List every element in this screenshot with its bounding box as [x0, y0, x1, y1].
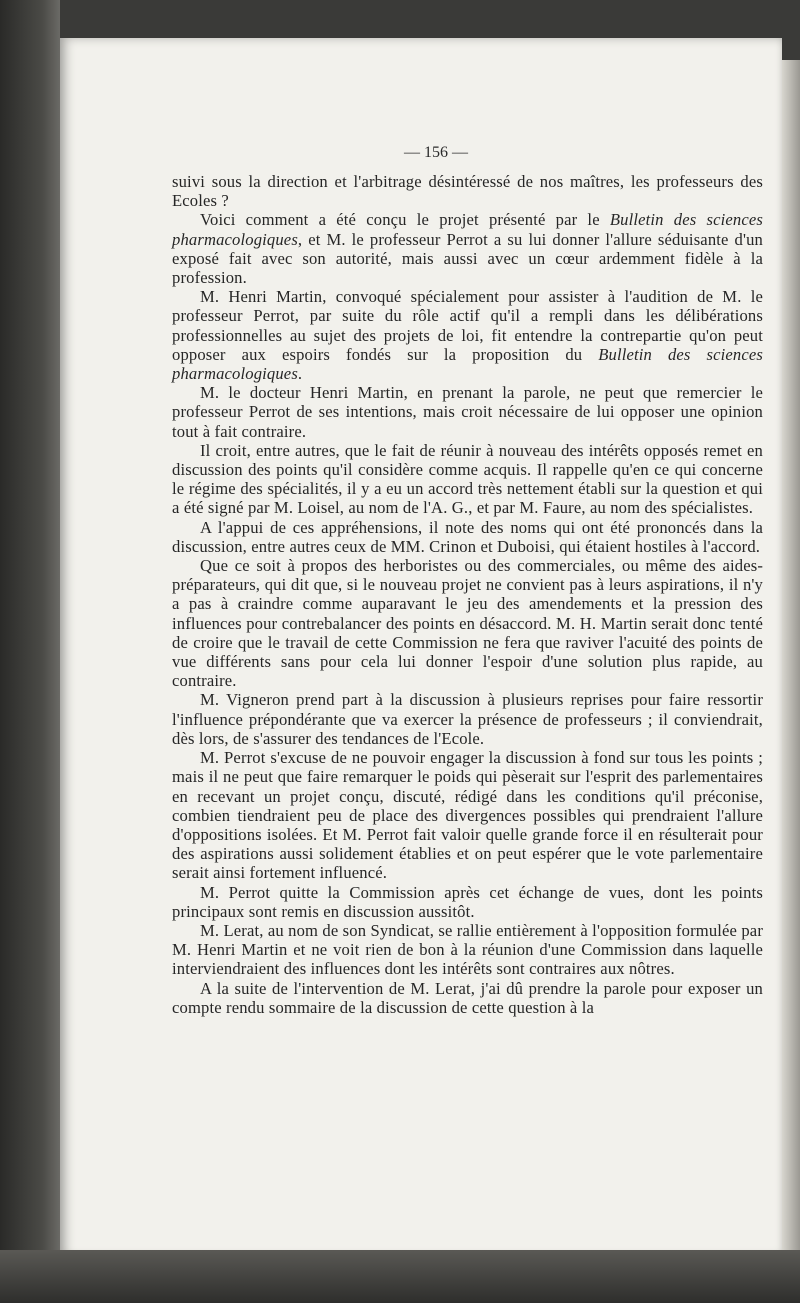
- italic-title: Bulletin des sciences pharmacologiques: [172, 210, 763, 249]
- scan-background-left: [0, 0, 60, 1303]
- paragraph: A la suite de l'intervention de M. Lerat, j'ai dû prendre la parole pour exposer un compte rendu sommaire de la discussion de cette question à la: [172, 978, 763, 1017]
- paragraph: M. Vigneron prend part à la discussion à plusieurs reprises pour faire ressortir l'influence prépondérante que va exercer la présence de professeurs ; il conviendrait, dès lors, de s'assurer des tendances de l'Ecole.: [172, 690, 763, 748]
- paragraph: M. Perrot s'excuse de ne pouvoir engager la discussion à fond sur tous les points ; mais il ne peut que faire remarquer le poids qui pèserait sur l'esprit des parlementaires en recevant un projet conçu, discuté, rédigé dans les conditions qu'il préconise, combien tiendraient peu de place des divergences possibles qui prendraient l'allure d'oppositions isolées. Et M. Perrot fait valoir quelle grande force il en résulterait pour des aspirations aussi solidement établies et on peut espérer que le vote parlementaire serait ainsi fortement influencé.: [172, 748, 763, 883]
- paragraph: M. Perrot quitte la Commission après cet échange de vues, dont les points principaux sont remis en discussion aussitôt.: [172, 882, 763, 921]
- paragraph: Voici comment a été conçu le projet présenté par le Bulletin des sciences pharmacologiques, et M. le professeur Perrot a su lui donner l'allure séduisante d'un exposé fait avec son autorité, mais aussi avec un cœur ardemment fidèle à la profession.: [172, 210, 763, 288]
- italic-title: Bulletin des sciences pharmacologiques: [172, 344, 763, 384]
- paragraph: A l'appui de ces appréhensions, il note des noms qui ont été prononcés dans la discussion, entre autres ceux de MM. Crinon et Duboisi, qui étaient hostiles à l'accord.: [172, 517, 763, 556]
- paragraph: M. le docteur Henri Martin, en prenant la parole, ne peut que remercier le professeur Perrot de ses intentions, mais croit nécessaire de lui opposer une opinion tout à fait contraire.: [172, 383, 763, 441]
- page-number: — 156 —: [404, 144, 468, 161]
- paragraph: suivi sous la direction et l'arbitrage désintéressé de nos maîtres, les professeurs des Ecoles ?: [172, 172, 763, 211]
- scan-background-bottom: [0, 1250, 800, 1303]
- paragraph: Que ce soit à propos des herboristes ou des commerciales, ou même des aides-préparateurs, qui dit que, si le nouveau projet ne convient pas à leurs aspirations, il n'y a pas à craindre comme auparavant le jeu des amendements et la pression des influences pour contrebalancer des points en désaccord. M. H. Martin serait donc tenté de croire que le travail de cette Commission ne fera que raviver l'acuité des points de vue différents sans pour cela lui donner l'espoir d'une solution plus rapide, au contraire.: [172, 556, 763, 691]
- body-text: [172, 172, 763, 1017]
- page-edge: [782, 60, 800, 1250]
- paragraph: M. Lerat, au nom de son Syndicat, se rallie entièrement à l'opposition formulée par M. Henri Martin et ne voit rien de bon à la réunion d'une Commission dans laquelle interviendraient des influences dont les intérêts sont contraires aux nôtres.: [172, 920, 763, 979]
- paragraph: Il croit, entre autres, que le fait de réunir à nouveau des intérêts opposés remet en discussion des points qu'il considère comme acquis. Il rappelle qu'en ce qui concerne le régime des spécialités, il y a eu un accord très nettement établi sur la question et qui a été signé par M. Loisel, au nom de l'A. G., et par M. Faure, au nom des spécialistes.: [172, 440, 763, 518]
- paragraph: M. Henri Martin, convoqué spécialement pour assister à l'audition de M. le professeur Perrot, par suite du rôle actif qu'il a rempli dans les délibérations professionnelles au sujet des projets de loi, fit entendre la contrepartie qu'on peut opposer aux espoirs fondés sur la proposition du Bulletin des sciences pharmacologiques.: [172, 287, 763, 384]
